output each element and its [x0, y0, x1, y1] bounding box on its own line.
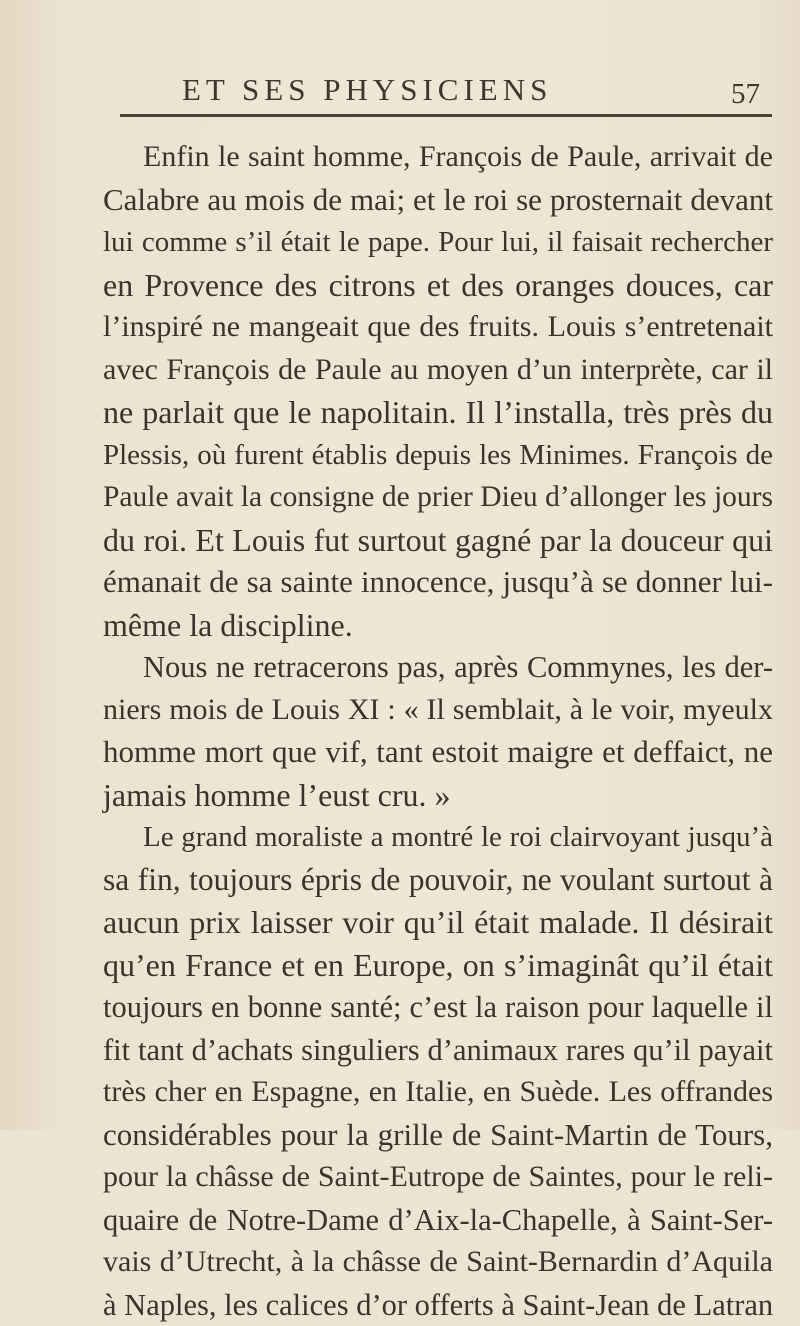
text-line: même la discipline. [103, 604, 773, 647]
text-line: du roi. Et Louis fut surtout gagné par la douceur qui [103, 519, 773, 562]
page-number: 57 [731, 78, 760, 111]
text-line: ne parlait que le napolitain. Il l’installa, très près du [103, 391, 773, 434]
body-text [103, 136, 773, 1326]
text-line: sa fin, toujours épris de pouvoir, ne voulant surtout à [103, 859, 773, 902]
running-title: ET SES PHYSICIENS [182, 72, 552, 108]
text-line: à Naples, les calices d’or offerts à Saint-Jean de Latran [103, 1284, 773, 1326]
text-line: Paule avait la consigne de prier Dieu d’allonger les jours [103, 476, 773, 519]
text-line: toujours en bonne santé; c’est la raison pour laquelle il [103, 986, 773, 1029]
text-line: fit tant d’achats singuliers d’animaux rares qu’il payait [103, 1029, 773, 1072]
text-line: vais d’Utrecht, à la châsse de Saint-Bernardin d’Aquila [103, 1241, 773, 1284]
text-line: émanait de sa sainte innocence, jusqu’à se donner lui- [103, 561, 773, 604]
text-line: aucun prix laisser voir qu’il était malade. Il désirait [103, 901, 773, 944]
text-line: Enfin le saint homme, François de Paule, arrivait de [103, 136, 773, 179]
text-line: jamais homme l’eust cru. » [103, 774, 773, 817]
text-line: avec François de Paule au moyen d’un interprète, car il [103, 349, 773, 392]
text-line: Nous ne retracerons pas, après Commynes, les der- [103, 646, 773, 689]
text-line: qu’en France et en Europe, on s’imaginât qu’il était [103, 944, 773, 987]
text-line: niers mois de Louis XI : « Il semblait, à le voir, myeulx [103, 689, 773, 732]
text-line: en Provence des citrons et des oranges douces, car [103, 264, 773, 307]
text-line: homme mort que vif, tant estoit maigre et deffaict, ne [103, 731, 773, 774]
header-rule [120, 114, 772, 117]
text-line: Plessis, où furent établis depuis les Minimes. François de [103, 434, 773, 477]
text-line: lui comme s’il était le pape. Pour lui, il faisait rechercher [103, 221, 773, 264]
text-line: pour la châsse de Saint-Eutrope de Saintes, pour le reli- [103, 1156, 773, 1199]
text-line: quaire de Notre-Dame d’Aix-la-Chapelle, à Saint-Ser- [103, 1199, 773, 1242]
text-line: considérables pour la grille de Saint-Martin de Tours, [103, 1114, 773, 1157]
text-line: très cher en Espagne, en Italie, en Suède. Les offrandes [103, 1071, 773, 1114]
text-line: Calabre au mois de mai; et le roi se prosternait devant [103, 179, 773, 222]
text-line: l’inspiré ne mangeait que des fruits. Louis s’entretenait [103, 306, 773, 349]
text-line: Le grand moraliste a montré le roi clairvoyant jusqu’à [103, 816, 773, 859]
running-head [120, 72, 770, 112]
